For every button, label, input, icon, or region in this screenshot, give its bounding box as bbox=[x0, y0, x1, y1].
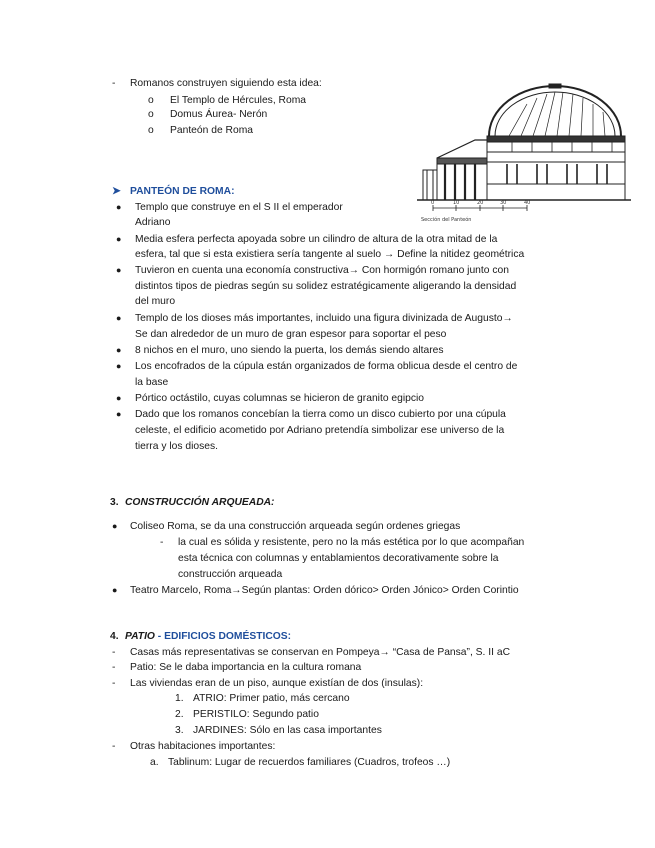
panteon-heading: PANTEÓN DE ROMA: bbox=[130, 186, 235, 197]
panteon-bullet-text: tierra y los dioses. bbox=[135, 441, 218, 452]
dash-marker: - bbox=[112, 741, 116, 752]
numbered-item: ATRIO: Primer patio, más cercano bbox=[193, 693, 350, 704]
pantheon-structure bbox=[417, 84, 631, 211]
list-number: 1. bbox=[175, 693, 184, 704]
dash-marker: - bbox=[112, 647, 116, 658]
numbered-item: PERISTILO: Segundo patio bbox=[193, 709, 319, 720]
section3-number: 3. bbox=[110, 497, 119, 508]
lettered-item: Tablinum: Lugar de recuerdos familiares (Cuadros, trofeos …) bbox=[168, 757, 451, 768]
panteon-bullet-text: 8 nichos en el muro, uno siendo la puerta, los demás siendo altares bbox=[135, 345, 444, 356]
list-letter: a. bbox=[150, 757, 159, 768]
panteon-bullet-text: Templo de los dioses más importantes, incluido una figura divinizada de Augusto→ bbox=[135, 313, 513, 324]
section3-title: CONSTRUCCIÓN ARQUEADA: bbox=[125, 497, 275, 508]
arrow-bullet-icon: ➤ bbox=[112, 186, 121, 197]
dash-marker: - bbox=[112, 78, 116, 89]
section3-sub-line: construcción arqueada bbox=[178, 569, 283, 580]
intro-sub-item: El Templo de Hércules, Roma bbox=[170, 95, 307, 106]
bullet-icon: ● bbox=[116, 202, 122, 212]
panteon-bullet-text: Adriano bbox=[135, 217, 171, 228]
pantheon-section-drawing bbox=[417, 80, 631, 224]
circle-marker: o bbox=[148, 125, 154, 136]
panteon-bullet-text: Pórtico octástilo, cuyas columnas se hicieron de granito egipcio bbox=[135, 393, 425, 404]
dash-marker: - bbox=[160, 537, 164, 548]
scale-label: 10 bbox=[453, 200, 460, 206]
panteon-bullet-text: Media esfera perfecta apoyada sobre un cilindro de altura de la otra mitad de la bbox=[135, 234, 498, 245]
section4-dash-item: Otras habitaciones importantes: bbox=[130, 741, 276, 752]
section3-bullet: Coliseo Roma, se da una construcción arqueada según ordenes griegas bbox=[130, 521, 461, 532]
bullet-icon: ● bbox=[112, 521, 118, 531]
bullet-icon: ● bbox=[116, 409, 122, 419]
panteon-bullet-text: esfera, tal que si esta existiera sería tangente al suelo → Define la nitidez geométrica bbox=[135, 249, 525, 260]
panteon-bullet-text: Templo que construye en el S II el emperador bbox=[135, 202, 343, 213]
section4-number: 4. bbox=[110, 631, 119, 642]
bullet-icon: ● bbox=[116, 234, 122, 244]
panteon-bullet-text: celeste, el edificio acometido por Adriano pretendía simbolizar ese universo de la bbox=[135, 425, 505, 436]
panteon-bullet-text: Dado que los romanos concebían la tierra como un disco cubierto por una cúpula bbox=[135, 409, 506, 420]
list-number: 3. bbox=[175, 725, 184, 736]
section4-title-italic: PATIO bbox=[125, 631, 155, 642]
numbered-item: JARDINES: Sólo en las casa importantes bbox=[193, 725, 382, 736]
list-number: 2. bbox=[175, 709, 184, 720]
circle-marker: o bbox=[148, 109, 154, 120]
section4-title-rest: - EDIFICIOS DOMÉSTICOS: bbox=[154, 631, 292, 642]
bullet-icon: ● bbox=[116, 313, 122, 323]
bullet-icon: ● bbox=[116, 265, 122, 275]
bullet-icon: ● bbox=[116, 345, 122, 355]
panteon-bullet-text: Tuvieron en cuenta una economía constructiva→ Con hormigón romano junto con bbox=[135, 265, 509, 276]
panteon-bullet-text: distintos tipos de piedras según su solidez estratégicamente aligerando la densidad bbox=[135, 281, 517, 292]
scale-label: 30 bbox=[500, 200, 507, 206]
section3-sub-line: la cual es sólida y resistente, pero no la más estética por lo que acompañan bbox=[178, 537, 525, 548]
bullet-icon: ● bbox=[112, 585, 118, 595]
section4-title bbox=[125, 630, 291, 643]
intro-sub-item: Domus Áurea- Nerón bbox=[170, 109, 268, 120]
scale-label: 0 bbox=[431, 200, 435, 206]
panteon-bullet-text: la base bbox=[135, 377, 169, 388]
dash-marker: - bbox=[112, 662, 116, 673]
scale-label: 40 bbox=[524, 200, 531, 206]
intro-sub-item: Panteón de Roma bbox=[170, 125, 254, 136]
figure-caption: Sección del Panteón bbox=[421, 217, 472, 223]
circle-marker: o bbox=[148, 95, 154, 106]
bullet-icon: ● bbox=[116, 361, 122, 371]
panteon-bullet-text: Los encofrados de la cúpula están organizados de forma oblicua desde el centro de bbox=[135, 361, 518, 372]
panteon-bullet-text: del muro bbox=[135, 296, 176, 307]
intro-dash-item: Romanos construyen siguiendo esta idea: bbox=[130, 78, 322, 89]
section3-sub-line: esta técnica con columnas y entablamientos decorativamente sobre la bbox=[178, 553, 499, 564]
scale-label: 20 bbox=[477, 200, 484, 206]
dash-marker: - bbox=[112, 678, 116, 689]
section3-bullet: Teatro Marcelo, Roma→Según plantas: Orden dórico> Orden Jónico> Orden Corintio bbox=[130, 585, 519, 596]
panteon-bullet-text: Se dan alrededor de un muro de gran espesor para soportar el peso bbox=[135, 329, 447, 340]
section4-dash-item: Patio: Se le daba importancia en la cultura romana bbox=[130, 662, 362, 673]
bullet-icon: ● bbox=[116, 393, 122, 403]
section4-dash-item: Las viviendas eran de un piso, aunque existían de dos (insulas): bbox=[130, 678, 424, 689]
section4-dash-item: Casas más representativas se conservan en Pompeya→ “Casa de Pansa”, S. II aC bbox=[130, 647, 511, 658]
